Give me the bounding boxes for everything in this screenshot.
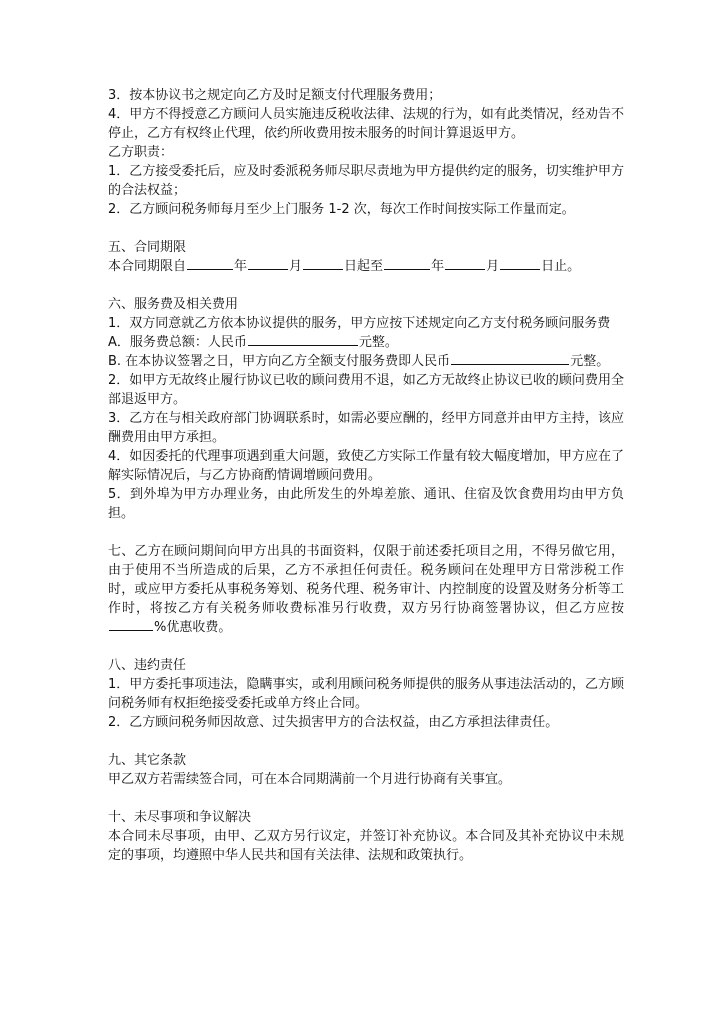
spacer xyxy=(108,637,624,656)
party-a-duty-4: 4．甲方不得授意乙方顾问人员实施违反税收法律、法规的行为，如有此类情况，经劝告不停止，乙方有权终止代理，依约所收费用按未服务的时间计算退返甲方。 xyxy=(108,107,624,141)
document-body xyxy=(108,86,624,865)
start-year-blank[interactable] xyxy=(187,257,233,270)
period-text-6: 月 xyxy=(486,259,500,274)
fee-item-4: 4．如因委托的代理事项遇到重大问题，致使乙方实际工作量有较大幅度增加，甲方应在了解实际情况后，与乙方协商酌情调增顾问费用。 xyxy=(108,449,624,483)
fee-item-b xyxy=(108,352,624,371)
period-text-4: 日起至 xyxy=(344,259,384,274)
total-fee-blank[interactable] xyxy=(248,333,358,346)
fee-item-1: 1．双方同意就乙方依本协议提供的服务，甲方应按下述规定向乙方支付税务顾问服务费 xyxy=(108,316,611,331)
start-month-blank[interactable] xyxy=(248,257,288,270)
fee-item-b-prefix: B. 在本协议签署之日，甲方向乙方全额支付服务费即人民币 xyxy=(108,354,451,369)
section6-title: 六、服务费及相关费用 xyxy=(108,297,239,312)
party-b-duty-1: 1．乙方接受委托后，应及时委派税务师尽职尽责地为甲方提供约定的服务，切实维护甲方的合法权益； xyxy=(108,164,624,198)
section7-text xyxy=(108,542,624,637)
fee-item-2: 2．如甲方无故终止履行协议已收的顾问费用不退，如乙方无故终止协议已收的顾问费用全部退返甲方。 xyxy=(108,373,624,407)
party-b-duties-title: 乙方职责： xyxy=(108,145,174,160)
fee-item-3: 3．乙方在与相关政府部门协调联系时，如需必要应酬的，经甲方同意并由甲方主持，该应酬费用由甲方承担。 xyxy=(108,411,624,445)
period-text-1: 本合同期限自 xyxy=(108,259,187,274)
fee-item-5: 5．到外埠为甲方办理业务，由此所发生的外埠差旅、通讯、住宿及饮食费用均由甲方负担。 xyxy=(108,487,624,521)
start-day-blank[interactable] xyxy=(303,257,343,270)
prepaid-fee-blank[interactable] xyxy=(451,352,569,365)
section9-text: 甲乙双方若需续签合同，可在本合同期满前一个月进行协商有关事宜。 xyxy=(108,772,512,787)
spacer xyxy=(108,276,624,295)
fee-item-a-suffix: 元整。 xyxy=(358,335,398,350)
fee-item-a-prefix: A．服务费总额：人民币 xyxy=(108,335,247,350)
contract-period-line xyxy=(108,257,624,276)
discount-percent-blank[interactable] xyxy=(109,618,153,631)
section10-text: 本合同未尽事项，由甲、乙双方另行议定，并签订补充协议。本合同及其补充协议中未规定的事项，均遵照中华人民共和国有关法律、法规和政策执行。 xyxy=(108,829,624,863)
end-year-blank[interactable] xyxy=(384,257,430,270)
spacer xyxy=(108,789,624,808)
section9-title: 九、其它条款 xyxy=(108,753,187,768)
period-text-3: 月 xyxy=(289,259,303,274)
section7-text-suffix: %优惠收费。 xyxy=(154,620,232,635)
fee-item-b-suffix: 元整。 xyxy=(570,354,610,369)
end-month-blank[interactable] xyxy=(445,257,485,270)
liability-item-2: 2．乙方顾问税务师因故意、过失损害甲方的合法权益，由乙方承担法律责任。 xyxy=(108,715,559,730)
spacer xyxy=(108,732,624,751)
party-b-duty-2: 2．乙方顾问税务师每月至少上门服务 1-2 次，每次工作时间按实际工作量而定。 xyxy=(108,202,575,217)
section5-title: 五、合同期限 xyxy=(108,240,187,255)
spacer xyxy=(108,523,624,542)
end-day-blank[interactable] xyxy=(500,257,540,270)
section8-title: 八、违约责任 xyxy=(108,658,187,673)
period-text-5: 年 xyxy=(431,259,445,274)
period-text-7: 日止。 xyxy=(541,259,581,274)
liability-item-1: 1．甲方委托事项违法，隐瞒事实，或利用顾问税务师提供的服务从事违法活动的，乙方顾问税务师有权拒绝接受委托或单方终止合同。 xyxy=(108,677,624,711)
section10-title: 十、未尽事项和争议解决 xyxy=(108,810,252,825)
spacer xyxy=(108,219,624,238)
fee-item-a xyxy=(108,333,624,352)
period-text-2: 年 xyxy=(234,259,248,274)
section7-text-prefix: 七、乙方在顾问期间向甲方出具的书面资料，仅限于前述委托项目之用，不得另做它用，由于使用不当所造成的后果，乙方不承担任何责任。税务顾问在处理甲方日常涉税工作时，或应甲方委托从事税务筹划、税务代理、税务审计、内控制度的设置及财务分析等工作时，将按乙方有关税务师收费标准另行收费，双方另行协商签署协议，但乙方应按 xyxy=(108,544,624,616)
party-a-duty-3: 3．按本协议书之规定向乙方及时足额支付代理服务费用； xyxy=(108,88,442,103)
